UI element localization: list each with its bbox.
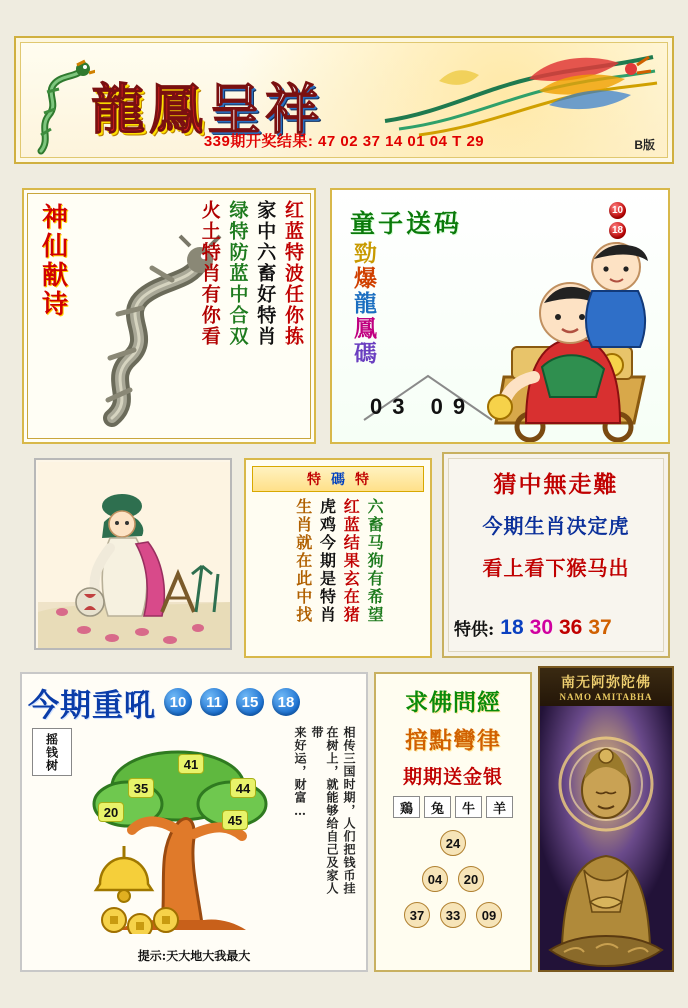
tema-banner-word-2: 碼 — [331, 472, 345, 488]
buddha-title-bar — [540, 668, 672, 706]
tema-columns — [254, 498, 422, 650]
money-tree-label-box — [32, 728, 72, 776]
poem-column-4: 火土特肖有你看 — [198, 200, 221, 347]
boy-panel-title: 童子送码 — [350, 209, 463, 238]
guess-line-2: 今期生肖决定虎 — [482, 514, 630, 538]
tema-column-4: 生肖就在此中找 — [293, 498, 313, 624]
sutra-line-3: 期期送金银 — [402, 766, 503, 788]
poem-column-2: 家中六畜好特肖 — [254, 200, 277, 347]
boy-main-numbers: 03 09 — [370, 394, 476, 419]
ball: 15 — [236, 688, 264, 716]
tree-number: 41 — [178, 754, 204, 774]
buddha-title-cn: 南无阿弥陀佛 — [561, 675, 651, 691]
sutra-number: 33 — [440, 902, 466, 928]
zodiac-row — [390, 796, 516, 818]
fairy-scholar-icon — [38, 462, 228, 646]
draw-result-text: 339期开奖结果: 47 02 37 14 01 04 T 29 — [203, 133, 485, 150]
zodiac-cell: 鶏 — [393, 796, 420, 818]
special-supply-row — [454, 615, 660, 640]
tema-column-3: 虎鸡今期是特肖 — [317, 498, 337, 624]
zodiac-cell: 牛 — [455, 796, 482, 818]
buddha-panel — [538, 666, 674, 972]
money-tree-label: 摇钱树 — [44, 732, 59, 772]
boy-keyword-4: 鳳 — [354, 315, 377, 342]
zodiac-cell: 兔 — [424, 796, 451, 818]
tree-number: 20 — [98, 802, 124, 822]
title-part-2: 呈祥 — [207, 77, 323, 141]
tema-banner-word-3: 特 — [355, 472, 369, 488]
tree-body — [26, 726, 362, 966]
boy-keyword-2: 爆 — [354, 265, 377, 292]
ball: 11 — [200, 688, 228, 716]
tree-note: 提示:天大地大我最大 — [137, 949, 251, 963]
boy-keyword-1: 勁 — [354, 240, 377, 267]
tree-header — [28, 680, 360, 724]
fairy-panel — [34, 458, 232, 650]
buddha-title-en: NAMO AMITABHA — [559, 692, 653, 702]
tema-column-1: 六畜马狗有希望 — [365, 498, 385, 624]
zodiac-cell: 羊 — [486, 796, 513, 818]
sutra-number-row-2 — [376, 866, 530, 892]
guess-panel — [442, 452, 670, 658]
sutra-panel — [374, 672, 532, 972]
phoenix-icon — [379, 51, 659, 139]
special-number: 30 — [529, 615, 553, 639]
sutra-number: 37 — [404, 902, 430, 928]
buddha-statue-icon — [540, 706, 672, 970]
poem-title: 神仙献诗 — [41, 203, 68, 321]
header-inner-frame — [20, 42, 668, 158]
title-part-1: 龍鳳 — [91, 77, 207, 141]
tree-legend-column-1: 相传三国时期，人们把钱币挂 — [342, 726, 356, 895]
ball: 10 — [164, 688, 192, 716]
sutra-number: 20 — [458, 866, 484, 892]
special-number: 18 — [500, 615, 524, 639]
tree-legend-column-3: 来好运，财富… — [293, 726, 307, 819]
edition-label: B版 — [634, 138, 655, 152]
special-supply-label: 特供: — [454, 620, 495, 640]
sutra-number: 24 — [440, 830, 466, 856]
tree-number: 44 — [230, 778, 256, 798]
tree-legend-column-2: 在树上，就能够给自己及家人带 — [310, 726, 339, 895]
boy-keyword-list — [354, 242, 424, 365]
tema-banner — [252, 466, 424, 492]
tema-panel — [244, 458, 432, 658]
guess-headline: 猜中無走難 — [493, 471, 619, 498]
tree-legend-columns — [292, 726, 356, 906]
sutra-line-2: 揞點彎律 — [405, 727, 501, 754]
tema-column-2: 红蓝结果玄在猪 — [341, 498, 361, 624]
tree-title: 今期重吼 — [28, 687, 156, 724]
tree-number: 45 — [222, 810, 248, 830]
tree-number: 35 — [128, 778, 154, 798]
special-number: 37 — [588, 615, 612, 639]
lucky-boy-panel — [330, 188, 670, 444]
poem-columns — [197, 200, 304, 436]
poem-panel — [22, 188, 316, 444]
header-banner — [14, 36, 674, 164]
ball: 10 — [609, 202, 626, 219]
boy-keyword-3: 龍 — [354, 290, 377, 317]
sutra-line-1: 求佛問經 — [405, 689, 501, 716]
poem-column-3: 绿特防蓝中合双 — [226, 200, 249, 347]
guess-line-3: 看上看下猴马出 — [482, 556, 630, 580]
tema-banner-word-1: 特 — [307, 472, 321, 488]
ball: 18 — [272, 688, 300, 716]
money-tree-panel — [20, 672, 368, 972]
sutra-number-row-1 — [376, 830, 530, 856]
ball: 18 — [609, 222, 626, 239]
poem-column-1: 红蓝特波任你拣 — [282, 200, 304, 347]
sutra-number: 09 — [476, 902, 502, 928]
special-number: 36 — [559, 615, 583, 639]
sutra-number: 04 — [422, 866, 448, 892]
boy-keyword-5: 碼 — [354, 340, 377, 367]
sutra-number-row-3 — [376, 902, 530, 928]
